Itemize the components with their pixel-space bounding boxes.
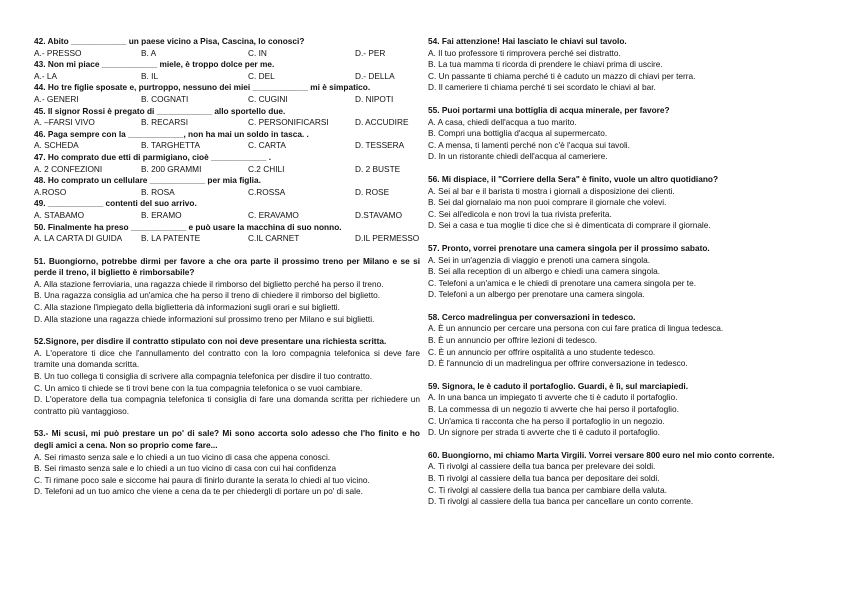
spacer xyxy=(428,301,814,312)
option-a: A. LA CARTA DI GUIDA xyxy=(34,233,123,244)
option-c: C. Ti rimane poco sale e siccome hai paura di finirlo durante la serata lo chiedi al tuo vicino. xyxy=(34,474,370,485)
option-c: C. DEL xyxy=(248,70,275,81)
option-a: A. Alla stazione ferroviaria, una ragazza chiede il rimborso del biglietto perché ha perso il treno. xyxy=(34,278,384,289)
question-text: 47. Ho comprato due etti di parmigiano, cioè ____________ . xyxy=(34,151,272,162)
option-a: A. Sei rimasto senza sale e lo chiedi a un tuo vicino di casa che appena conosci. xyxy=(34,451,331,462)
option-a: A. A casa, chiedi dell'acqua a tuo marito. xyxy=(428,116,577,127)
option-c: C. Un'amica ti racconta che ha perso il portafoglio in un negozio. xyxy=(428,415,665,426)
option-a: A. SCHEDA xyxy=(34,140,79,151)
spacer xyxy=(428,163,814,174)
options-row xyxy=(34,233,420,245)
option-b: B. 200 GRAMMI xyxy=(141,163,202,174)
option-c: C. Ti rivolgi al cassiere della tua banca per cambiare della valuta. xyxy=(428,484,667,495)
option-c: C.IL CARNET xyxy=(248,233,300,244)
option-d: D. Ti rivolgi al cassiere della tua banca per cancellare un conto corrente. xyxy=(428,496,694,507)
option-d: D. Un signore per strada ti avverte che ti è caduto il portafoglio. xyxy=(428,427,660,438)
option-c: C. Telefoni a un'amica e le chiedi di prenotare una camera singola per te. xyxy=(428,277,697,288)
option-d: D. Sei a casa e tua moglie ti dice che si è dimenticata di comprare il giornale. xyxy=(428,220,711,231)
option-a: A. L'operatore ti dice che l'annullamento del contratto con la loro compagnia telefonica si deve fare tramite una domanda scritta. xyxy=(34,347,420,370)
question-block xyxy=(428,174,814,232)
question-text: 56. Mi dispiace, il "Corriere della Sera" è finito, vuole un altro quotidiano? xyxy=(428,173,719,184)
options-row xyxy=(34,117,420,129)
question-text: 55. Puoi portarmi una bottiglia di acqua minerale, per favore? xyxy=(428,104,670,115)
option-b: B. COGNATI xyxy=(141,93,189,104)
question-text: 42. Abito ____________ un paese vicino a Pisa, Cascina, lo conosci? xyxy=(34,36,305,46)
spacer xyxy=(428,232,814,243)
option-b: B. ERAMO xyxy=(141,209,182,220)
question-text: 60. Buongiorno, mi chiamo Marta Virgili. Vorrei versare 800 euro nel mio conto corrente. xyxy=(428,449,775,460)
right-column xyxy=(428,36,814,508)
options-row xyxy=(34,140,420,152)
question-text: 45. Il signor Rossi è pregato di ____________ allo sportello due. xyxy=(34,105,286,116)
question-block xyxy=(34,256,420,326)
question-block xyxy=(428,381,814,439)
option-d: D. TESSERA xyxy=(355,140,405,151)
option-a: A.- LA xyxy=(34,70,58,81)
question-block xyxy=(428,450,814,508)
option-c: C. Un passante ti chiama perché ti è caduto un mazzo di chiavi per terra. xyxy=(428,70,696,81)
spacer xyxy=(428,94,814,105)
option-d: D. ACCUDIRE xyxy=(355,117,409,128)
option-a: A. 2 CONFEZIONI xyxy=(34,163,103,174)
options-row xyxy=(34,187,420,199)
question-block xyxy=(34,198,420,221)
option-d: D.- DELLA xyxy=(355,70,395,81)
question-text: 49. ____________ contenti del suo arrivo. xyxy=(34,198,197,209)
option-d: D. 2 BUSTE xyxy=(355,163,401,174)
option-d: D. Il cameriere ti chiama perché ti sei scordato le chiavi al bar. xyxy=(428,82,656,93)
question-text: 57. Pronto, vorrei prenotare una camera singola per il prossimo sabato. xyxy=(428,242,710,253)
spacer xyxy=(34,417,420,428)
option-c: C.2 CHILI xyxy=(248,163,285,174)
question-text: 59. Signora, le è caduto il portafoglio. Guardi, è lì, sul marciapiedi. xyxy=(428,380,689,391)
option-a: A. È un annuncio per cercare una persona con cui fare pratica di lingua tedesca. xyxy=(428,323,724,334)
option-d: D.STAVAMO xyxy=(355,209,403,220)
question-block xyxy=(34,59,420,82)
question-text: 43. Non mi piace ____________ miele, è troppo dolce per me. xyxy=(34,59,275,70)
option-d: D.- PER xyxy=(355,47,386,58)
option-d: D. In un ristorante chiedi dell'acqua al cameriere. xyxy=(428,151,608,162)
option-d: D. NIPOTI xyxy=(355,93,394,104)
option-d: D. L'operatore della tua compagnia telefonica ti consiglia di fare una domanda scritta per richiedere un contratto più vantaggioso. xyxy=(34,394,420,416)
question-text: 46. Paga sempre con la ____________, non ha mai un soldo in tasca. . xyxy=(34,128,309,139)
option-b: B. ROSA xyxy=(141,186,175,197)
option-d: D. ROSE xyxy=(355,186,390,197)
spacer xyxy=(428,370,814,381)
question-block xyxy=(34,222,420,245)
question-text: 51. Buongiorno, potrebbe dirmi per favore a che ora parte il prossimo treno per Milano e se si perde il treno, il biglietto è rimborsabile? xyxy=(34,255,420,278)
question-text: 50. Finalmente ha preso ____________ e può usare la macchina di suo nonno. xyxy=(34,221,342,232)
question-text: 52.Signore, per disdire il contratto stipulato con noi deve presentare una richiesta scritta. xyxy=(34,336,387,347)
spacer xyxy=(34,245,420,256)
question-text: 58. Cerco madrelingua per conversazioni in tedesco. xyxy=(428,311,636,322)
option-b: B. A xyxy=(141,47,157,58)
option-b: B. LA PATENTE xyxy=(141,233,201,244)
option-a: A. Ti rivolgi al cassiere della tua banca per prelevare dei soldi. xyxy=(428,461,656,472)
question-block xyxy=(34,36,420,59)
question-block xyxy=(428,243,814,301)
option-c: C. Un amico ti chiede se ti trovi bene con la tua compagnia telefonica o se vuoi cambiare. xyxy=(34,382,363,393)
option-d: D. Telefoni a un albergo per prenotare una camera singola. xyxy=(428,289,645,300)
question-block xyxy=(34,129,420,152)
option-b: B. IL xyxy=(141,70,159,81)
option-c: C. CARTA xyxy=(248,140,286,151)
option-c: C. CUGINI xyxy=(248,93,288,104)
option-c: C. ERAVAMO xyxy=(248,209,299,220)
option-b: B. RECARSI xyxy=(141,117,189,128)
options-row xyxy=(34,71,420,83)
option-b: B. Un tuo collega ti consiglia di scrivere alla compagnia telefonica per disdire il tuo contratto. xyxy=(34,371,373,382)
option-a: A.ROSO xyxy=(34,186,67,197)
option-b: B. TARGHETTA xyxy=(141,140,201,151)
question-block xyxy=(428,105,814,163)
option-c: C. Sei all'edicola e non trovi la tua rivista preferita. xyxy=(428,208,612,219)
option-c: C.ROSSA xyxy=(248,186,286,197)
option-b: B. Sei dal giornalaio ma non puoi comprare il giornale che volevi. xyxy=(428,197,667,208)
question-block xyxy=(428,312,814,370)
question-block xyxy=(34,82,420,105)
option-c: C. A mensa, ti lamenti perché non c'è l'acqua sui tavoli. xyxy=(428,139,630,150)
option-d: D. È l'annuncio di un madrelingua per offrire conversazione in tedesco. xyxy=(428,358,688,369)
question-text: 48. Ho comprato un cellulare ____________ per mia figlia. xyxy=(34,175,261,186)
spacer xyxy=(428,439,814,450)
option-a: A. In una banca un impiegato ti avverte che ti è caduto il portafoglio. xyxy=(428,392,678,403)
question-block xyxy=(34,428,420,498)
option-d: D. Alla stazione una ragazza chiede informazioni sul prossimo treno per Milano e sui biglietti. xyxy=(34,313,375,324)
option-a: A.- PRESSO xyxy=(34,47,82,58)
option-b: B. Una ragazza consiglia ad un'amica che ha perso il treno di chiedere il rimborso del biglietto. xyxy=(34,290,381,301)
question-block xyxy=(34,175,420,198)
option-a: A. STABAMO xyxy=(34,209,85,220)
option-b: B. Compri una bottiglia d'acqua al supermercato. xyxy=(428,128,608,139)
question-text: 53.- Mi scusi, mi può prestare un po' di sale? Mi sono accorta solo adesso che l'ho finito e ho degli amici a cena. Non so proprio come fare... xyxy=(34,428,420,450)
options-row xyxy=(34,94,420,106)
option-c: C. Alla stazione l'impiegato della biglietteria dà informazioni sugli orari e sui biglietti. xyxy=(34,302,340,313)
option-a: A. Il tuo professore ti rimprovera perché sei distratto. xyxy=(428,47,621,58)
option-b: B. Ti rivolgi al cassiere della tua banca per depositare dei soldi. xyxy=(428,473,660,483)
option-b: B. La tua mamma ti ricorda di prendere le chiavi prima di uscire. xyxy=(428,59,663,70)
option-c: C. È un annuncio per offrire ospitalità a uno studente tedesco. xyxy=(428,346,656,357)
option-c: C. IN xyxy=(248,47,267,58)
options-row xyxy=(34,164,420,176)
spacer xyxy=(34,325,420,336)
question-block xyxy=(428,36,814,94)
left-column xyxy=(34,36,420,498)
options-row xyxy=(34,210,420,222)
question-text: 44. Ho tre figlie sposate e, purtroppo, nessuno dei miei ____________ mi è simpatico. xyxy=(34,82,371,93)
option-c: C. PERSONIFICARSI xyxy=(248,117,329,128)
question-text: 54. Fai attenzione! Hai lasciato le chiavi sul tavolo. xyxy=(428,36,627,46)
options-row xyxy=(34,48,420,60)
option-d: D.IL PERMESSO xyxy=(355,233,420,244)
option-d: D. Telefoni ad un tuo amico che viene a cena da te per chiedergli di portare un po' di sale. xyxy=(34,486,363,497)
option-a: A. Sei in un'agenzia di viaggio e prenoti una camera singola. xyxy=(428,254,651,265)
question-block xyxy=(34,336,420,417)
option-a: A.- GENERI xyxy=(34,93,79,104)
question-block xyxy=(34,152,420,175)
option-b: B. La commessa di un negozio ti avverte che hai perso il portafoglio. xyxy=(428,404,679,415)
option-a: A. Sei al bar e il barista ti mostra i giornali a disposizione dei clienti. xyxy=(428,185,675,196)
option-b: B. Sei alla reception di un albergo e chiedi una camera singola. xyxy=(428,266,660,277)
option-b: B. Sei rimasto senza sale e lo chiedi a un tuo vicino di casa con cui hai confidenza xyxy=(34,463,337,474)
option-b: B. È un annuncio per offrire lezioni di tedesco. xyxy=(428,335,598,346)
option-a: A. –FARSI VIVO xyxy=(34,117,95,128)
question-block xyxy=(34,106,420,129)
